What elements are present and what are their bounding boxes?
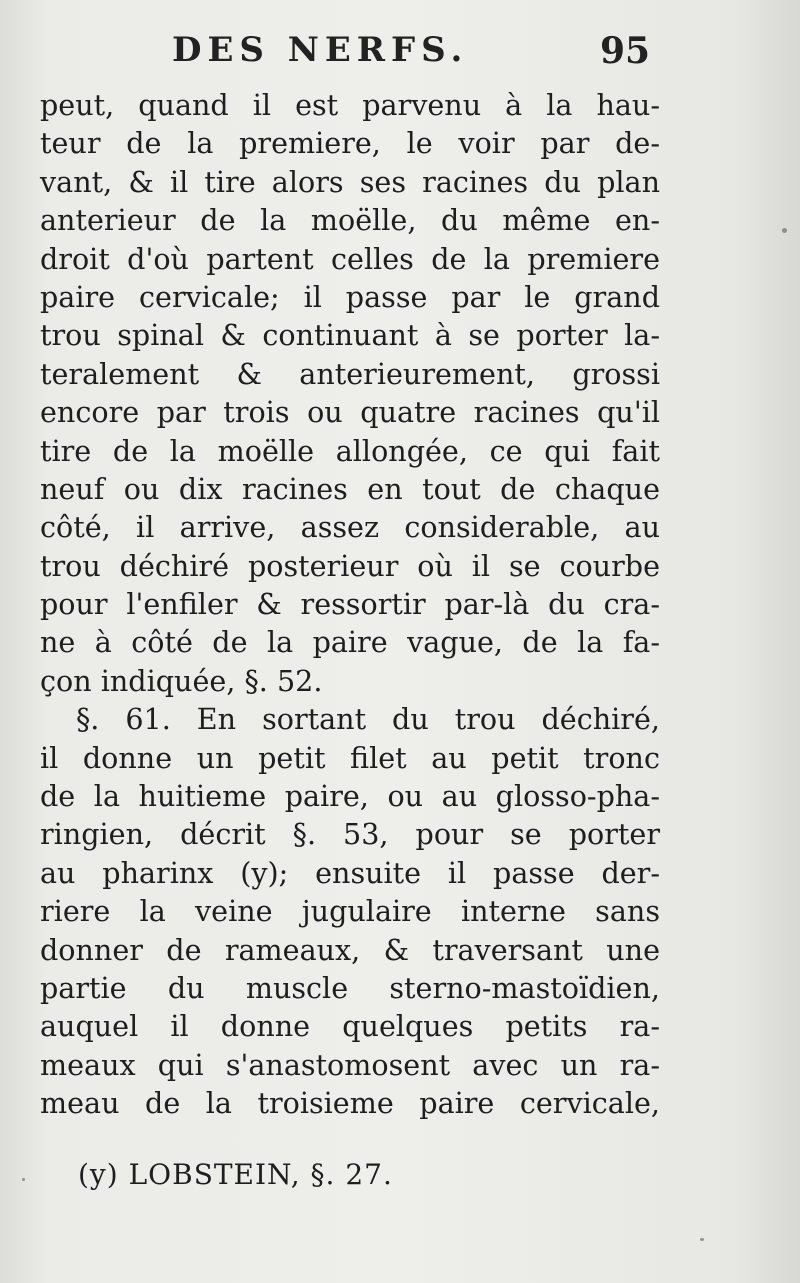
text-line: encore par trois ou quatre racines qu'il [40, 395, 660, 430]
text-line: teur de la premiere, le voir par de- [40, 126, 660, 161]
paper-speck [22, 1178, 25, 1181]
text-line: teralement & anterieurement, grossi [40, 356, 660, 391]
paper-speck [782, 228, 787, 233]
text-line: çon indiquée, §. 52. [40, 663, 323, 698]
footnote: (y) LOBSTEIN, §. 27. [78, 1158, 393, 1191]
text-line: droit d'où partent celles de la premiere [40, 241, 660, 276]
text-line: il donne un petit filet au petit tronc [40, 740, 660, 775]
text-line: tire de la moëlle allongée, ce qui fait [40, 433, 660, 468]
paper-speck [700, 1238, 704, 1241]
text-line: ne à côté de la paire vague, de la fa- [40, 625, 660, 660]
text-line: paire cervicale; il passe par le grand [40, 279, 660, 314]
text-line: meaux qui s'anastomosent avec un ra- [40, 1047, 660, 1082]
text-line: partie du muscle sterno-mastoïdien, [40, 970, 660, 1005]
text-line: côté, il arrive, assez considerable, au [40, 510, 660, 545]
page-header [0, 28, 800, 88]
text-line: anterieur de la moëlle, du même en- [40, 203, 660, 238]
text-line: trou spinal & continuant à se porter la- [40, 318, 660, 353]
text-line: pour l'enfiler & ressortir par-là du cra- [40, 587, 660, 622]
text-line: ringien, décrit §. 53, pour se porter [40, 817, 660, 852]
body-text [40, 86, 660, 1123]
text-line: donner de rameaux, & traversant une [40, 932, 660, 967]
running-title: DES NERFS. [172, 30, 469, 70]
text-line: meau de la troisieme paire cervicale, [40, 1086, 660, 1121]
text-line: §. 61. En sortant du trou déchiré, [76, 702, 660, 737]
text-line: de la huitieme paire, ou au glosso-pha- [40, 779, 660, 814]
text-line: peut, quand il est parvenu à la hau- [40, 88, 660, 122]
text-line: auquel il donne quelques petits ra- [40, 1009, 660, 1044]
text-line: neuf ou dix racines en tout de chaque [40, 471, 660, 506]
text-line: vant, & il tire alors ses racines du plan [40, 164, 660, 199]
text-line: trou déchiré posterieur où il se courbe [40, 548, 660, 583]
text-line: au pharinx (y); ensuite il passe der- [40, 855, 660, 890]
page-number: 95 [600, 30, 651, 72]
text-line: riere la veine jugulaire interne sans [40, 894, 660, 929]
